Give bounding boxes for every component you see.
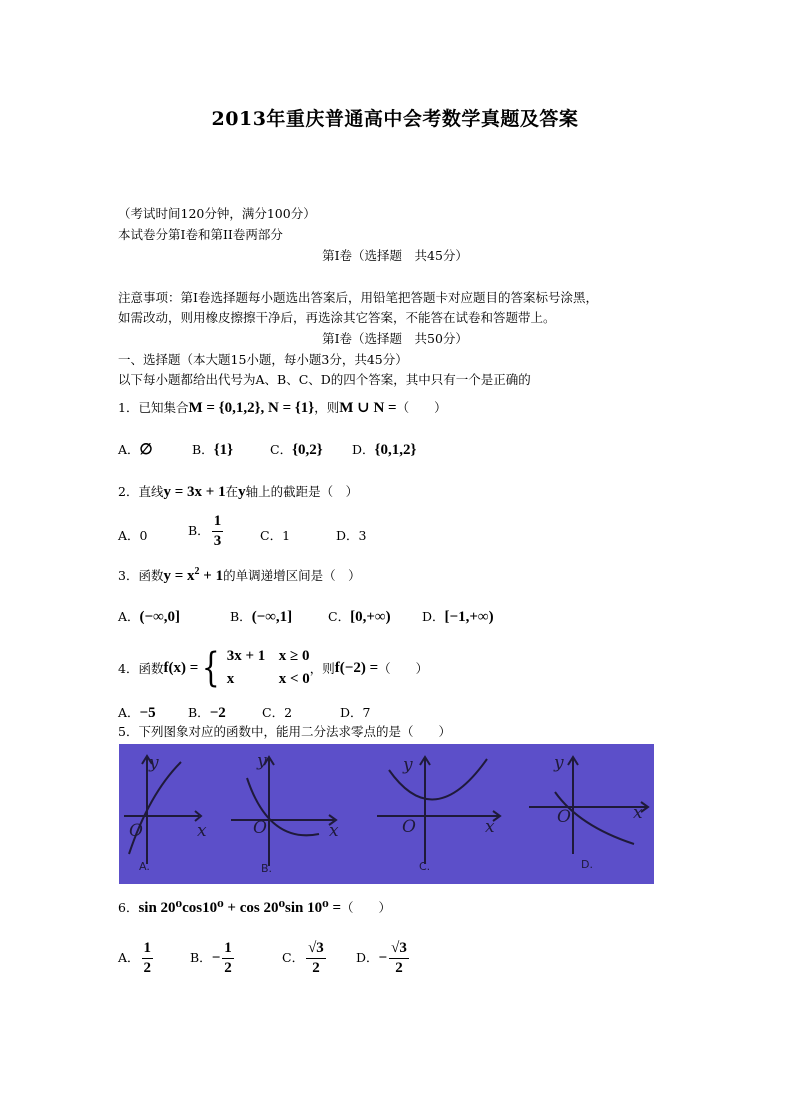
question-2: 2．直线y = 3x + 1在y轴上的截距是（ ） [118, 484, 359, 500]
graph-a-x-label: x [197, 821, 207, 841]
graph-a-y-label: y [149, 753, 159, 773]
q1-sets: M = {0,1,2}, N = {1} [188, 400, 315, 416]
question-4: 4． 函数 f(x) = { 3x + 1 x ≥ 0 x x < 0 ，则 f(−2) = （ ） [118, 645, 429, 692]
q3-function: $y = x^2 + 1$ [163, 566, 224, 584]
graph-d [529, 757, 648, 854]
q3-option-b: B．(−∞,1] [230, 609, 293, 625]
notice-text-continued: 如需改动，则用橡皮擦擦干净后，再选涂其它答案，不能答在试卷和答题带上。 [118, 310, 556, 325]
q6-option-a: A． $\frac{1}{2}$ [118, 940, 152, 976]
graph-b-caption: B. [261, 862, 273, 875]
q1-option-b: B．{1} [192, 442, 234, 458]
exam-time-note: （考试时间120分钟，满分100分） [118, 206, 316, 221]
graph-b-x-label: x [329, 821, 339, 841]
q1-expression: M ∪ N = [339, 400, 397, 416]
q1-option-d: D．{0,1,2} [352, 442, 417, 458]
question-3: 3．函数$y = x^2 + 1$的单调递增区间是（ ） [118, 566, 361, 584]
question-6: 6．sin 20⁰cos10⁰ + cos 20⁰sin 10⁰ =（ ） [118, 900, 392, 916]
part1-heading-alt: 第I卷（选择题 共50分） [322, 331, 468, 346]
graph-a-origin: O [129, 821, 143, 841]
graph-c-x-label: x [485, 817, 495, 837]
q2-option-a: A．0 [118, 528, 148, 543]
graph-d-caption: D. [581, 858, 593, 871]
q4-function-name: f(x) = [163, 659, 199, 676]
graph-a [124, 756, 201, 864]
q2-option-b: B． $\frac{1}{3}$ [188, 513, 222, 549]
graph-b [231, 757, 336, 866]
q2-line-equation: y = 3x + 1 [163, 484, 226, 500]
q1-number: 1． [118, 400, 139, 415]
q4-piecewise: 3x + 1 x ≥ 0 x x < 0 [226, 648, 310, 688]
graph-c-caption: C. [419, 860, 431, 873]
q1-option-a: A．∅ [118, 442, 153, 458]
question-1 [118, 398, 447, 417]
graph-c-y-label: y [403, 755, 413, 775]
q6-expression: sin 20⁰cos10⁰ + cos 20⁰sin 10⁰ = [138, 900, 342, 916]
part1-heading: 第I卷（选择题 共45分） [322, 248, 468, 263]
question-5: 5．下列图象对应的函数中，能用二分法求零点的是（ ） [118, 724, 451, 739]
q5-graphs [119, 744, 654, 884]
section-heading: 一、选择题（本大题15小题，每小题3分，共45分） [118, 352, 408, 367]
q2-option-d: D．3 [336, 528, 367, 543]
graph-d-origin: O [557, 807, 571, 827]
graph-a-caption: A. [139, 860, 150, 873]
q1-option-c: C．{0,2} [270, 442, 323, 458]
q5-graph-photo [119, 744, 654, 884]
q6-option-b: B．− $\frac{1}{2}$ [190, 940, 232, 976]
q6-option-d: D．− $\frac{√3}{2}$ [356, 940, 407, 976]
graph-d-y-label: y [554, 753, 564, 773]
q1-mid: ，则 [314, 400, 340, 415]
graph-c-origin: O [402, 817, 416, 837]
notice-text: 注意事项：第I卷选择题每小题选出答案后，用铅笔把答题卡对应题目的答案标号涂黑， [118, 290, 598, 305]
q6-option-c: C． $\frac{√3}{2}$ [282, 940, 324, 976]
q3-option-a: A．(−∞,0] [118, 609, 181, 625]
q2-option-c: C．1 [260, 528, 291, 543]
page-title: 2013年重庆普通高中会考数学真题及答案 [211, 108, 579, 130]
section-instruction: 以下每小题都给出代号为A、B、C、D的四个答案，其中只有一个是正确的 [118, 372, 531, 387]
q4-option-c: C．2 [262, 705, 293, 720]
q4-option-a: A．−5 [118, 705, 156, 721]
q4-option-d: D．7 [340, 705, 371, 720]
q3-option-c: C．[0,+∞) [328, 609, 391, 625]
graph-d-x-label: x [633, 803, 643, 823]
q4-option-b: B．−2 [188, 705, 226, 721]
exam-structure-note: 本试卷分第I卷和第II卷两部分 [118, 227, 283, 242]
q1-blank: （ ） [396, 400, 447, 415]
graph-c [377, 757, 500, 864]
graph-b-origin: O [253, 818, 267, 838]
graph-b-y-label: y [257, 751, 267, 771]
q3-option-d: D．[−1,+∞) [422, 609, 494, 625]
q4-brace: { [202, 645, 220, 692]
q1-stem: 已知集合 [138, 400, 189, 415]
